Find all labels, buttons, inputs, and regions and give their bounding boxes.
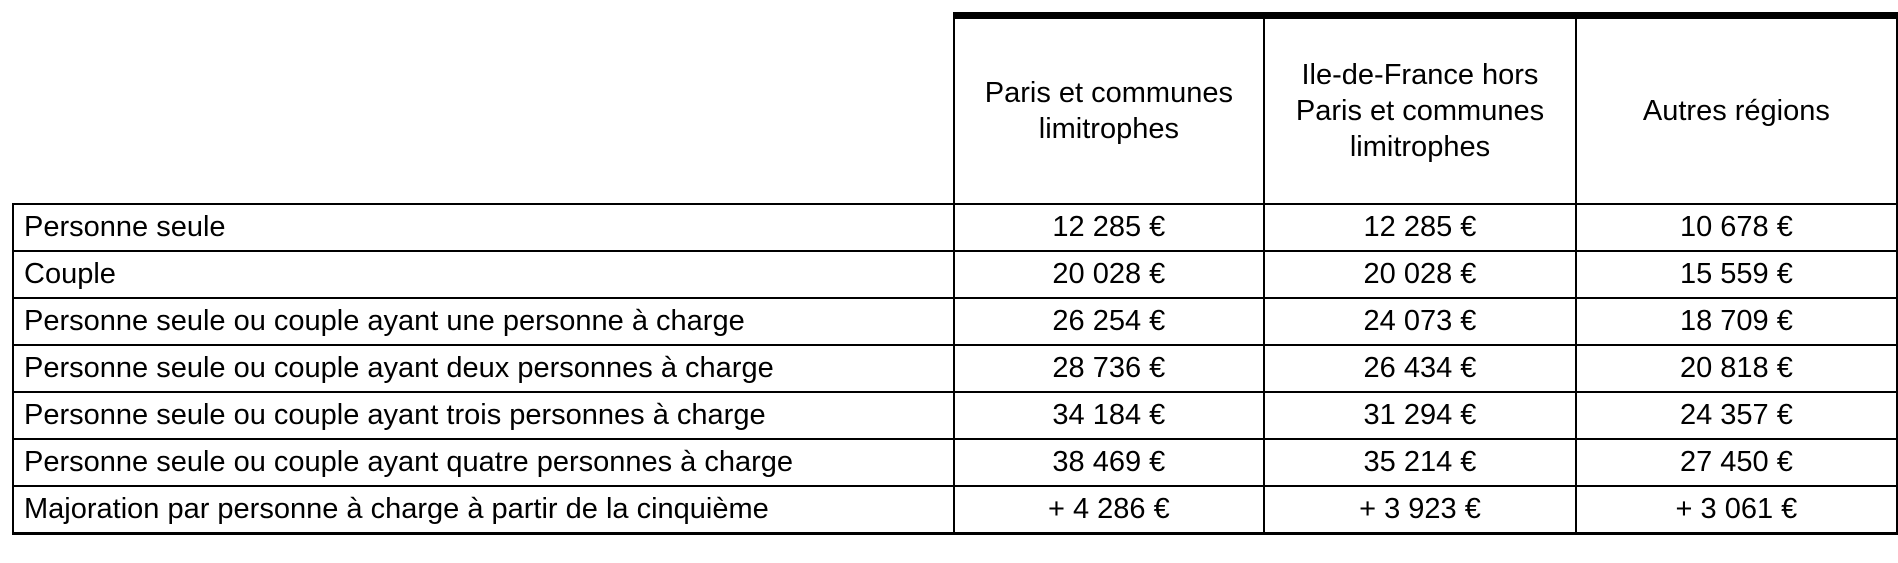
table-header-row: [13, 16, 1897, 205]
cell-autres-regions: 15 559 €: [1576, 251, 1897, 298]
cell-paris: 20 028 €: [954, 251, 1265, 298]
cell-ile-de-france: 35 214 €: [1264, 439, 1576, 486]
cell-autres-regions: + 3 061 €: [1576, 486, 1897, 534]
row-label: Majoration par personne à charge à partir de la cinquième: [13, 486, 954, 534]
cell-paris: + 4 286 €: [954, 486, 1265, 534]
table-row: [13, 204, 1897, 251]
cell-paris: 34 184 €: [954, 392, 1265, 439]
table-row: [13, 251, 1897, 298]
cell-paris: 28 736 €: [954, 345, 1265, 392]
cell-autres-regions: 20 818 €: [1576, 345, 1897, 392]
row-label: Personne seule: [13, 204, 954, 251]
cell-autres-regions: 24 357 €: [1576, 392, 1897, 439]
row-label: Personne seule ou couple ayant deux personnes à charge: [13, 345, 954, 392]
table-row: [13, 439, 1897, 486]
header-autres-regions: Autres régions: [1576, 16, 1897, 205]
table-row: [13, 345, 1897, 392]
header-ile-de-france: Ile-de-France hors Paris et communes limitrophes: [1264, 16, 1576, 205]
cell-ile-de-france: + 3 923 €: [1264, 486, 1576, 534]
income-ceiling-table-wrapper: [12, 12, 1898, 535]
income-ceiling-table: [12, 12, 1898, 535]
header-corner-cell: [13, 16, 954, 205]
cell-autres-regions: 10 678 €: [1576, 204, 1897, 251]
row-label: Personne seule ou couple ayant quatre personnes à charge: [13, 439, 954, 486]
cell-ile-de-france: 12 285 €: [1264, 204, 1576, 251]
row-label: Personne seule ou couple ayant une personne à charge: [13, 298, 954, 345]
table-row: [13, 486, 1897, 534]
header-paris: Paris et communes limitrophes: [954, 16, 1265, 205]
table-row: [13, 298, 1897, 345]
cell-ile-de-france: 31 294 €: [1264, 392, 1576, 439]
cell-ile-de-france: 26 434 €: [1264, 345, 1576, 392]
cell-autres-regions: 27 450 €: [1576, 439, 1897, 486]
table-row: [13, 392, 1897, 439]
row-label: Couple: [13, 251, 954, 298]
cell-autres-regions: 18 709 €: [1576, 298, 1897, 345]
cell-ile-de-france: 24 073 €: [1264, 298, 1576, 345]
cell-paris: 12 285 €: [954, 204, 1265, 251]
cell-paris: 38 469 €: [954, 439, 1265, 486]
cell-paris: 26 254 €: [954, 298, 1265, 345]
row-label: Personne seule ou couple ayant trois personnes à charge: [13, 392, 954, 439]
cell-ile-de-france: 20 028 €: [1264, 251, 1576, 298]
